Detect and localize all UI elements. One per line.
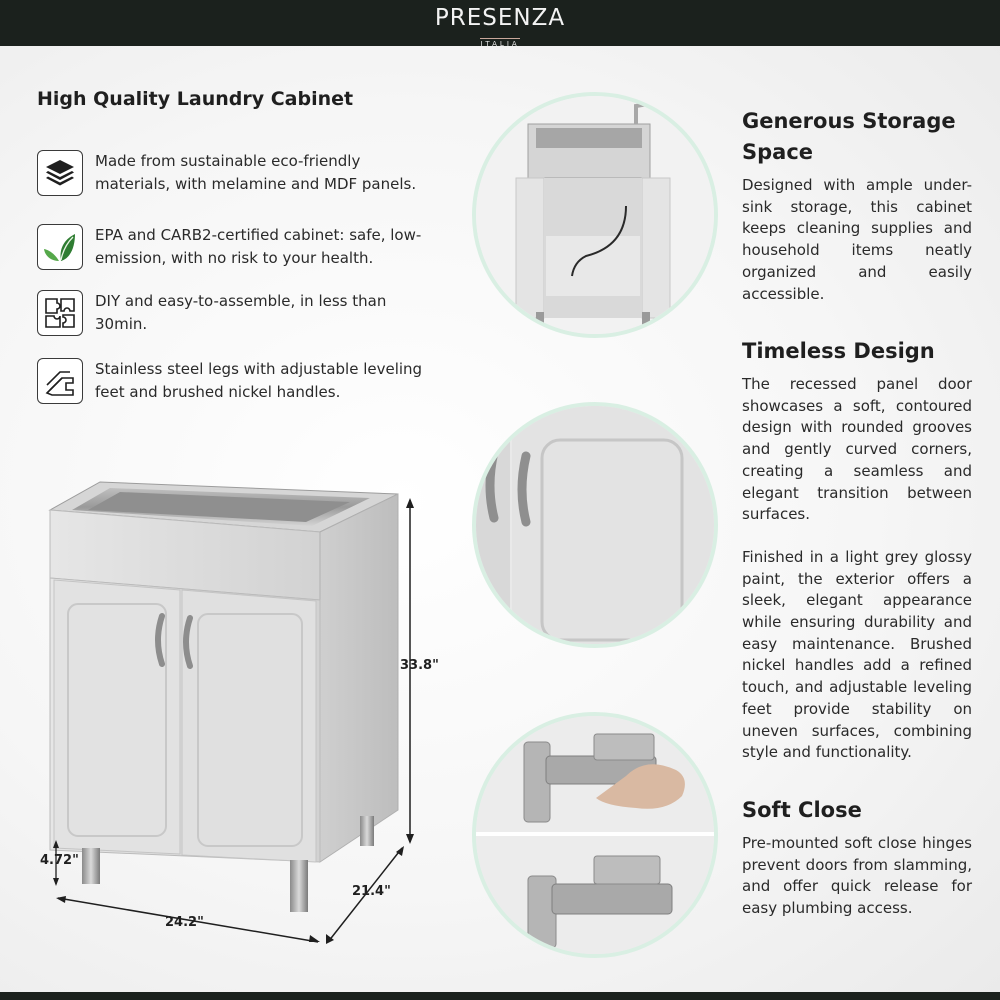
cabinet-illustration bbox=[30, 470, 450, 950]
soft-close-hinge-photo bbox=[472, 712, 718, 958]
soft-close-body: Pre-mounted soft close hinges prevent doors from slamming, and offer quick release for easy plumbing access. bbox=[742, 834, 972, 918]
feature-item bbox=[37, 150, 437, 196]
storage-heading: Generous Storage Space bbox=[742, 109, 956, 164]
feature-item bbox=[37, 290, 437, 336]
soft-close-section bbox=[742, 795, 972, 920]
footer-bar bbox=[0, 992, 1000, 1000]
storage-photo bbox=[472, 92, 718, 338]
leg-height-dimension-label: 4.72" bbox=[40, 853, 79, 868]
steel-beam-icon bbox=[37, 358, 83, 404]
layers-icon bbox=[37, 150, 83, 196]
section-title: High Quality Laundry Cabinet bbox=[37, 88, 354, 110]
width-dimension-label: 24.2" bbox=[165, 915, 204, 930]
feature-text: EPA and CARB2-certified cabinet: safe, low-emission, with no risk to your health. bbox=[95, 226, 422, 267]
puzzle-icon bbox=[37, 290, 83, 336]
design-section bbox=[742, 336, 972, 764]
feature-text: Stainless steel legs with adjustable leveling feet and brushed nickel handles. bbox=[95, 360, 423, 401]
feature-item bbox=[37, 358, 437, 404]
brand-logo bbox=[0, 5, 1000, 50]
design-heading: Timeless Design bbox=[742, 339, 935, 363]
design-body-2: Finished in a light grey glossy paint, the exterior offers a sleek, elegant appearance while ensuring durability and easy maintenance. Brushed nickel handles add a refined touch, and adjustable leveling feet provide stability on uneven surfaces, combining style and functionality. bbox=[742, 547, 972, 762]
feature-text: Made from sustainable eco-friendly materials, with melamine and MDF panels. bbox=[95, 152, 417, 193]
depth-dimension-label: 21.4" bbox=[352, 884, 391, 899]
storage-section bbox=[742, 106, 972, 305]
feature-item bbox=[37, 224, 437, 270]
height-dimension-label: 33.8" bbox=[400, 658, 439, 673]
feature-text: DIY and easy-to-assemble, in less than 30min. bbox=[95, 292, 387, 333]
brand-name: PRESENZA bbox=[434, 5, 566, 31]
door-detail-photo bbox=[472, 402, 718, 648]
soft-close-heading: Soft Close bbox=[742, 798, 862, 822]
brand-subtitle: ITALIA bbox=[480, 40, 520, 48]
design-body-1: The recessed panel door showcases a soft, contoured design with rounded grooves and gently curved corners, creating a seamless and elegant transition between surfaces. bbox=[742, 375, 972, 524]
storage-body: Designed with ample under-sink storage, this cabinet keeps cleaning supplies and household items neatly organized and easily accessible. bbox=[742, 176, 972, 303]
leaf-icon bbox=[37, 224, 83, 270]
